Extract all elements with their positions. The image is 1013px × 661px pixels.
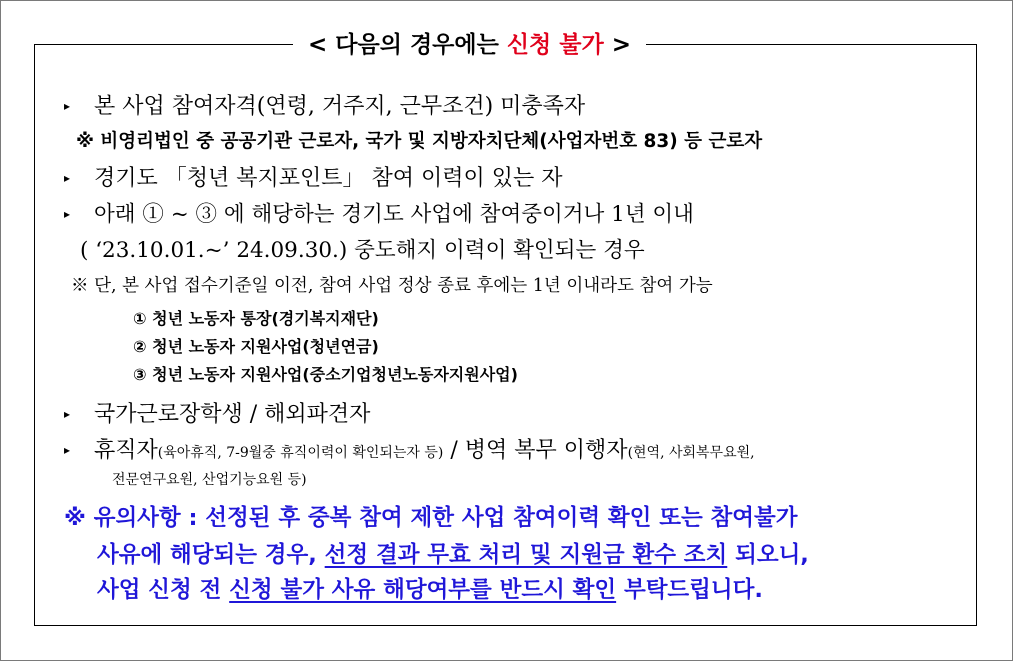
heading-suffix: > (603, 32, 631, 58)
caution-line-3-underlined: 신청 불가 사유 해당여부를 반드시 확인 (229, 577, 617, 603)
caution-line-2-end: 되오니, (727, 542, 809, 568)
caution-line-2-start: 사유에 해당되는 경우, (97, 542, 325, 568)
item-2 (64, 161, 563, 192)
bullet-icon: ▸ (64, 407, 71, 421)
item-3-continued: ( ‘23.10.01.~’ 24.09.30.) 중도해지 이력이 확인되는 경우 (80, 238, 645, 263)
caution-line-3-end: 부탁드립니다. (616, 577, 763, 603)
item-5 (64, 433, 755, 464)
item-4-text: 국가근로장학생 / 해외파견자 (94, 402, 371, 427)
caution-line-2-underlined: 선정 결과 무효 처리 및 지원금 환수 조치 (324, 542, 728, 568)
item-1-text: 본 사업 참여자격(연령, 거주지, 근무조건) 미충족자 (94, 94, 586, 119)
item-3-text: 아래 ① ~ ③ 에 해당하는 경기도 사업에 참여중이거나 1년 이내 (94, 202, 694, 227)
caution-line-3-start: 사업 신청 전 (97, 577, 230, 603)
sub-item-2: ② 청년 노동자 지원사업(청년연금) (133, 337, 379, 356)
bullet-icon: ▸ (64, 99, 71, 113)
item-4 (64, 397, 370, 428)
heading-highlight: 신청 불가 (506, 32, 604, 58)
note-1: ※ 비영리법인 중 공공기관 근로자, 국가 및 지방자치단체(사업자번호 83) 등 근로자 (76, 131, 763, 152)
item-5-term: 휴직자 (94, 438, 158, 463)
sub-item-1: ① 청년 노동자 통장(경기복지재단) (133, 309, 379, 328)
caution-line-2 (97, 537, 809, 569)
caution-line-3 (97, 572, 763, 604)
item-5-detail-2: (현역, 사회복무요원, (627, 445, 755, 461)
notice-heading (293, 28, 646, 62)
note-2: ※ 단, 본 사업 접수기준일 이전, 참여 사업 정상 종료 후에는 1년 이내라도 참여 가능 (71, 276, 713, 296)
item-3 (64, 197, 694, 228)
item-2-text: 경기도 「청년 복지포인트」 참여 이력이 있는 자 (94, 166, 563, 191)
bullet-icon: ▸ (64, 207, 71, 221)
item-5-term-2: / 병역 복무 이행자 (443, 438, 628, 463)
item-5-detail: (육아휴직, 7-9월중 휴직이력이 확인되는자 등) (157, 445, 444, 461)
heading-prefix: < 다음의 경우에는 (308, 32, 507, 58)
item-1 (64, 89, 585, 120)
caution-line-1: ※ 유의사항 : 선정된 후 중복 참여 제한 사업 참여이력 확인 또는 참여불가 (64, 505, 798, 531)
item-5-continued: 전문연구요원, 산업기능요원 등) (112, 472, 307, 488)
bullet-icon: ▸ (64, 443, 71, 457)
sub-item-3: ③ 청년 노동자 지원사업(중소기업청년노동자지원사업) (133, 365, 518, 384)
bullet-icon: ▸ (64, 171, 71, 185)
